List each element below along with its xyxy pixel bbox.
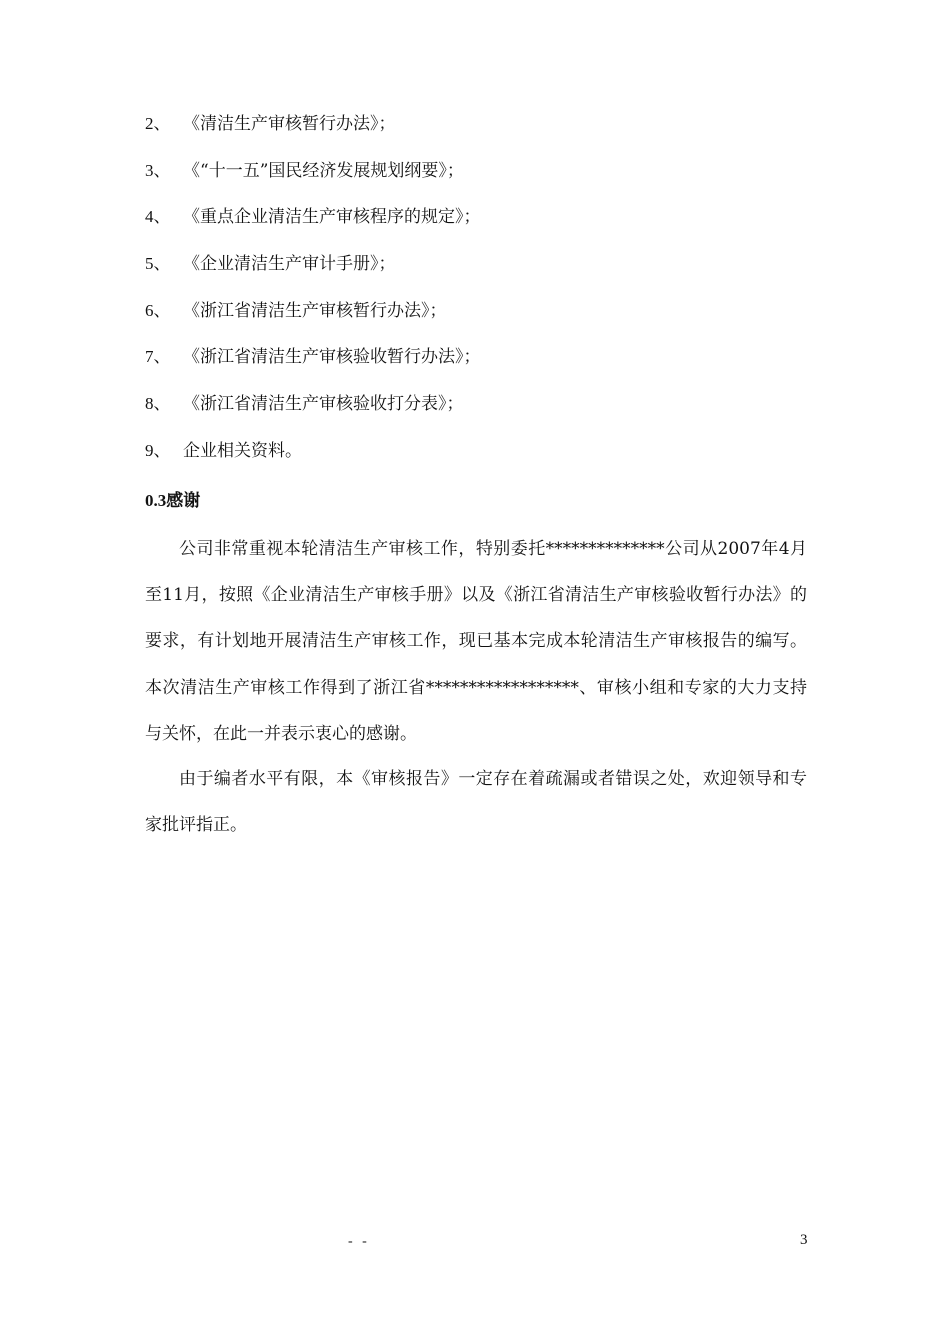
- list-item-number: 7、: [145, 347, 171, 367]
- list-item: [145, 299, 825, 322]
- list-item: [145, 345, 825, 368]
- list-item-number: 3、: [145, 160, 171, 180]
- list-item-number: 6、: [145, 300, 171, 320]
- list-item-number: 8、: [145, 394, 171, 414]
- list-item-text: 《清洁生产审核暂行办法》；: [183, 114, 396, 134]
- list-item-text: 《重点企业清洁生产审核程序的规定》；: [183, 207, 481, 228]
- disclaimer-paragraph: 由于编者水平有限，本《审核报告》一定存在着疏漏或者错误之处，欢迎领导和专家批评指正。: [145, 769, 807, 836]
- page-number: 3: [800, 1232, 808, 1248]
- list-item-text: 《浙江省清洁生产审核暂行办法》；: [183, 300, 447, 321]
- section-number: 0.3: [145, 491, 167, 510]
- list-item: [145, 159, 825, 182]
- reference-list: [145, 112, 825, 486]
- list-item: [145, 439, 825, 462]
- list-item: [145, 205, 825, 228]
- section-title: 感谢: [166, 491, 201, 511]
- list-item-text: 《企业清洁生产审计手册》；: [183, 254, 396, 275]
- list-item-text: 《浙江省清洁生产审核验收打分表》；: [183, 394, 464, 415]
- list-item-number: 9、: [145, 440, 171, 460]
- section-heading: [145, 489, 200, 513]
- list-item-text: 企业相关资料。: [183, 440, 302, 461]
- list-item: [145, 392, 825, 415]
- list-item-number: 4、: [145, 207, 171, 227]
- acknowledgement-paragraph: 公司非常重视本轮清洁生产审核工作，特别委托**************公司从2007年4月至11月，按照《企业清洁生产审核手册》以及《浙江省清洁生产审核验收暂行办法》的要求，有计划地开展清洁生产审核工作，现已基本完成本轮清洁生产审核报告的编写。本次清洁生产审核工作得到了浙江省******************、审核小组和专家的大力支持与关怀，在此一并表示衷心的感谢。: [145, 539, 807, 744]
- list-item-text: 《浙江省清洁生产审核验收暂行办法》；: [183, 347, 481, 368]
- list-item-text: 《“十一五”国民经济发展规划纲要》；: [183, 160, 464, 181]
- list-item: [145, 112, 825, 135]
- list-item: [145, 252, 825, 275]
- list-item-number: 2、: [145, 114, 171, 133]
- list-item-number: 5、: [145, 254, 171, 274]
- footer-marker: - -: [348, 1234, 370, 1249]
